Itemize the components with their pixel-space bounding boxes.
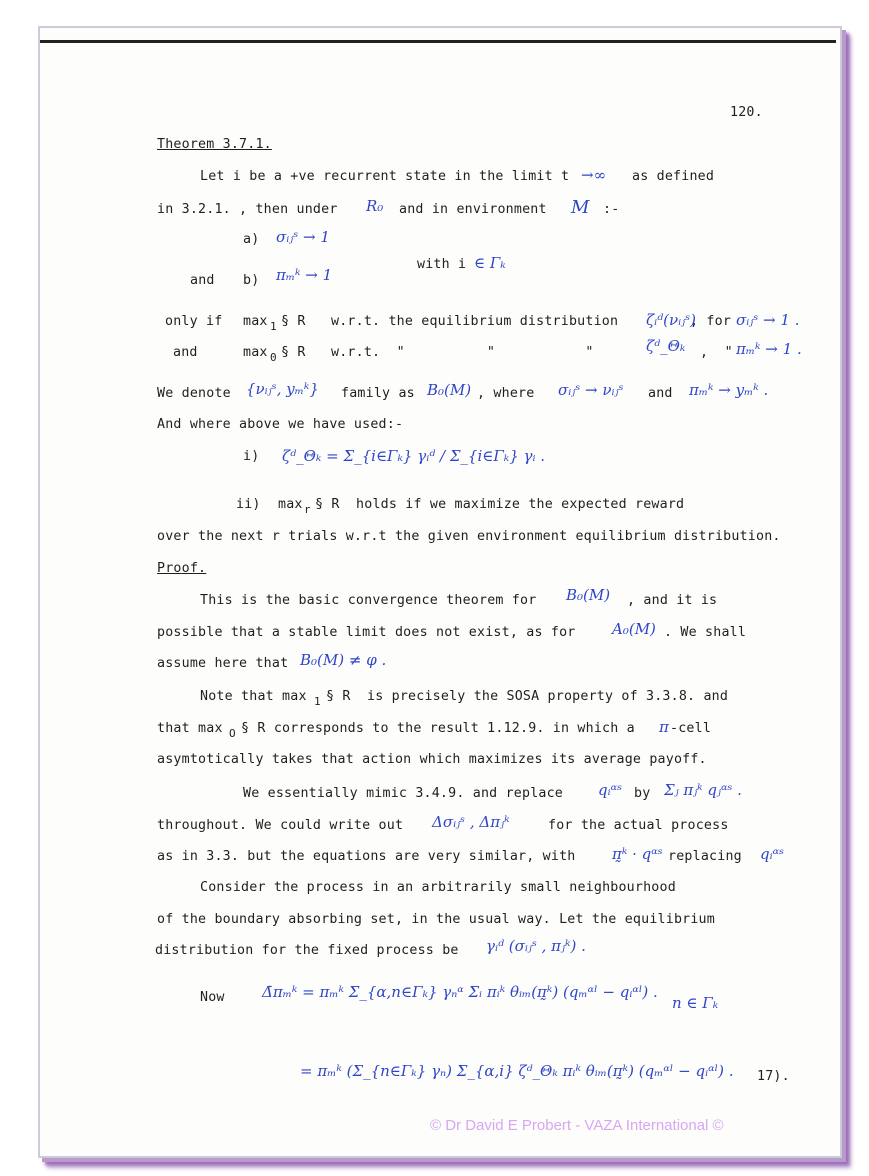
handwritten-math: σᵢⱼˢ → νᵢⱼˢ bbox=[558, 381, 624, 399]
text-line: Note that max bbox=[200, 689, 307, 704]
text-line: and bbox=[173, 345, 198, 360]
text-line: throughout. We could write out bbox=[157, 818, 404, 833]
text-line: of the boundary absorbing set, in the usual way. Let the equilibrium bbox=[157, 912, 715, 927]
handwritten-equation: Δ̄πₘᵏ = πₘᵏ Σ_{α,n∈Γₖ} γₙᵅ Σᵢ πᵢᵏ θᵢₘ(π̰ᵏ) (qₘᵅˡ − qᵢᵅˡ) . bbox=[262, 983, 658, 1001]
text-line: § R holds if we maximize the expected reward bbox=[315, 497, 685, 512]
text-line: possible that a stable limit does not exist, as for bbox=[157, 625, 576, 640]
theorem-title: Theorem 3.7.1. bbox=[157, 137, 272, 152]
text-line: , where bbox=[477, 386, 535, 401]
handwritten-math: qᵢᵅˢ bbox=[760, 845, 785, 863]
handwritten-math: πₘᵏ → 1 bbox=[276, 266, 333, 284]
handwritten-math: σᵢⱼˢ → 1 . bbox=[736, 311, 800, 329]
text-line: w.r.t. the equilibrium distribution bbox=[331, 314, 619, 329]
text-line: § R bbox=[281, 314, 306, 329]
handwritten-math: Δσᵢⱼˢ , Δπⱼᵏ bbox=[432, 813, 510, 831]
subscript: 1 bbox=[314, 695, 321, 708]
text-line: family as bbox=[341, 386, 415, 401]
handwritten-math: →∞ bbox=[581, 166, 607, 184]
text-line: assume here that bbox=[157, 656, 289, 671]
text-line: distribution for the fixed process be bbox=[155, 943, 459, 958]
handwritten-math: πₘᵏ → 1 . bbox=[736, 340, 802, 358]
text-line: :- bbox=[603, 202, 620, 217]
text-line: max bbox=[278, 497, 303, 512]
handwritten-math: B₀(M) bbox=[427, 381, 472, 399]
text-line: only if bbox=[165, 314, 223, 329]
text-line: with i bbox=[417, 257, 467, 272]
handwritten-math: ζᵈ_Θₖ = Σ_{i∈Γₖ} γᵢᵈ / Σ_{i∈Γₖ} γᵢ . bbox=[282, 447, 546, 465]
handwritten-math: qᵢᵅˢ bbox=[598, 781, 623, 799]
handwritten-math: M bbox=[571, 197, 590, 218]
text-line: w.r.t. " " " bbox=[331, 345, 594, 360]
handwritten-math: πₘᵏ → yₘᵏ . bbox=[689, 381, 769, 399]
text-line: , and it is bbox=[627, 593, 718, 608]
handwritten-math: R₀ bbox=[366, 197, 384, 215]
text-line: for the actual process bbox=[548, 818, 729, 833]
text-line: by bbox=[634, 786, 651, 801]
handwritten-math: B₀(M) ≠ φ . bbox=[300, 651, 387, 669]
handwritten-math: ζᵈ_Θₖ bbox=[646, 337, 686, 355]
text-line: that max bbox=[157, 721, 223, 736]
text-line: over the next r trials w.r.t the given environment equilibrium distribution. bbox=[157, 529, 781, 544]
handwritten-math: π bbox=[659, 718, 669, 736]
handwritten-equation: = πₘᵏ (Σ_{n∈Γₖ} γₙ) Σ_{α,i} ζᵈ_Θₖ πᵢᵏ θᵢₘ(π̰ᵏ) (qₘᵅˡ − qᵢᵅˡ) . bbox=[300, 1062, 734, 1080]
text-line: , " bbox=[700, 345, 733, 360]
text-line: . We shall bbox=[664, 625, 747, 640]
text-line: and in environment bbox=[399, 202, 547, 217]
text-line: And where above we have used:- bbox=[157, 417, 404, 432]
subscript: 1 bbox=[270, 320, 277, 333]
handwritten-math: Σⱼ πⱼᵏ qⱼᵅˢ . bbox=[664, 781, 742, 799]
text-line: This is the basic convergence theorem for bbox=[200, 593, 537, 608]
handwritten-math: B₀(M) bbox=[566, 586, 611, 604]
subscript: O bbox=[229, 727, 236, 740]
text-line: We denote bbox=[157, 386, 231, 401]
text-line: § R bbox=[281, 345, 306, 360]
text-line: § R corresponds to the result 1.12.9. in which a bbox=[241, 721, 635, 736]
text-line: replacing bbox=[668, 849, 742, 864]
text-line: Now bbox=[200, 990, 225, 1005]
text-line: as defined bbox=[632, 169, 715, 184]
condition-label: b) bbox=[243, 273, 260, 288]
handwritten-math: A₀(M) bbox=[612, 620, 656, 638]
text-line: in 3.2.1. , then under bbox=[157, 202, 338, 217]
text-line: max bbox=[243, 314, 268, 329]
handwritten-math: ζᵢᵈ(νᵢⱼˢ) bbox=[646, 311, 697, 329]
subscript: r bbox=[304, 503, 311, 516]
page-number: 120. bbox=[730, 105, 763, 120]
item-label: ii) bbox=[236, 497, 261, 512]
text-line: and bbox=[190, 273, 215, 288]
handwritten-math: {νᵢⱼˢ, yₘᵏ} bbox=[246, 380, 319, 398]
handwritten-math: n ∈ Γₖ bbox=[672, 994, 719, 1012]
subscript: 0 bbox=[270, 351, 277, 364]
equation-number: 17). bbox=[757, 1069, 790, 1084]
handwritten-math: γᵢᵈ (σᵢⱼˢ , πⱼᵏ) . bbox=[486, 937, 586, 955]
text-line: We essentially mimic 3.4.9. and replace bbox=[243, 786, 564, 801]
text-line: asymtotically takes that action which maximizes its average payoff. bbox=[157, 752, 707, 767]
text-line: , for bbox=[690, 314, 732, 329]
text-line: Let i be a +ve recurrent state in the limit t bbox=[200, 169, 570, 184]
text-line: as in 3.3. but the equations are very similar, with bbox=[157, 849, 576, 864]
page-top-edge bbox=[40, 40, 836, 43]
proof-title: Proof. bbox=[157, 561, 207, 576]
text-line: -cell bbox=[670, 721, 712, 736]
text-line: and bbox=[648, 386, 673, 401]
condition-label: a) bbox=[243, 232, 260, 247]
handwritten-math: ∈ Γₖ bbox=[474, 254, 506, 272]
text-line: § R is precisely the SOSA property of 3.3.8. and bbox=[326, 689, 729, 704]
text-line: max bbox=[243, 345, 268, 360]
text-line: Consider the process in an arbitrarily small neighbourhood bbox=[200, 880, 676, 895]
handwritten-math: π̰ᵏ · qᵅˢ bbox=[612, 845, 663, 863]
copyright-watermark: © Dr David E Probert - VAZA International © bbox=[430, 1117, 724, 1134]
handwritten-math: σᵢⱼˢ → 1 bbox=[276, 228, 330, 246]
item-label: i) bbox=[243, 449, 260, 464]
